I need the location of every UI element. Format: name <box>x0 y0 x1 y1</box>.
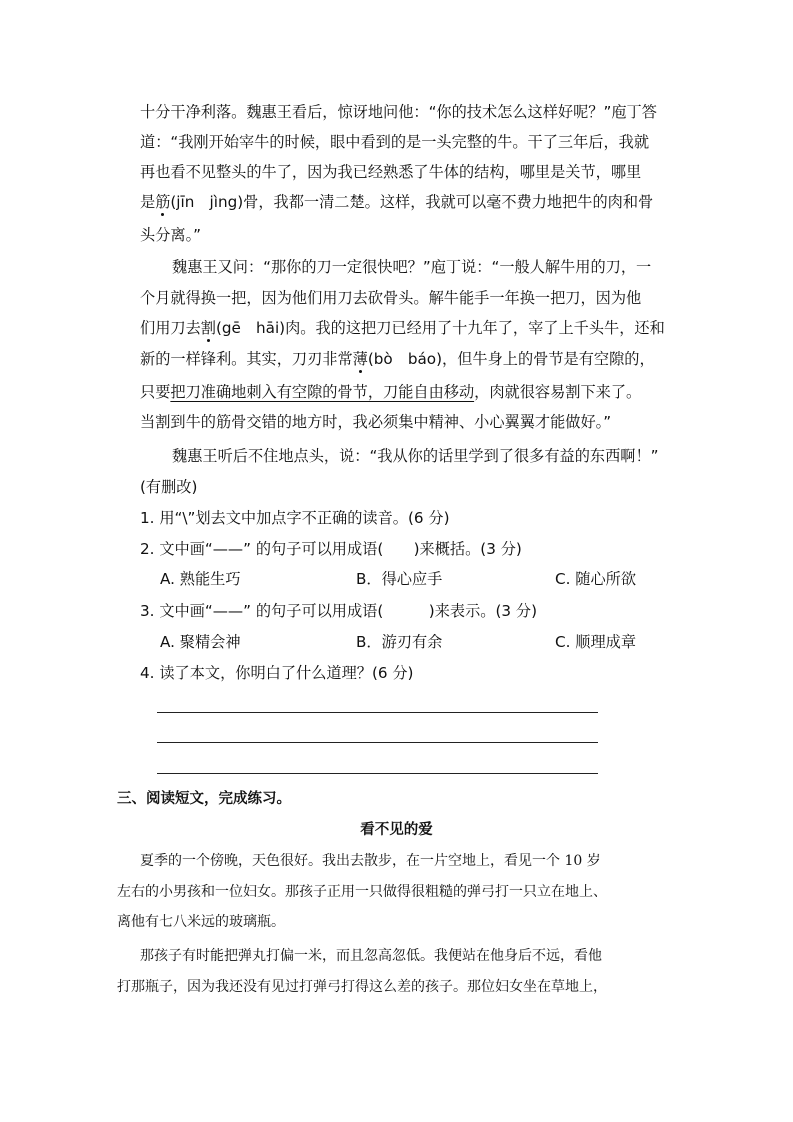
underlined-sentence: 把刀准确地刺入有空隙的骨节，刀能自由移动 <box>170 383 475 401</box>
source-note: (有删改) <box>140 478 198 496</box>
passage-line <box>140 349 655 369</box>
question-2: 2. 文中画“——” 的句子可以用成语( )来概括。(3 分) <box>140 540 522 558</box>
answer-line[interactable] <box>157 773 598 774</box>
answer-line[interactable] <box>157 712 598 713</box>
text-run: 新的一样锋利。其实，刀刃非常 <box>140 350 353 368</box>
dotted-char: 割 <box>200 319 216 337</box>
passage-line: 魏惠王又问：“那你的刀一定很快吧？”庖丁说：“一般人解牛用的刀，一 <box>172 258 652 276</box>
text-run: 是 <box>140 193 156 211</box>
text-run: (bò báo)，但牛身上的骨节是有空隙的， <box>367 350 655 368</box>
question-4: 4. 读了本文，你明白了什么道理？(6 分) <box>140 664 414 682</box>
text-run: 只要 <box>140 383 171 401</box>
text-run: ，肉就很容易割下来了。 <box>474 383 642 401</box>
section-heading: 三、阅读短文，完成练习。 <box>117 791 291 807</box>
question-1: 1. 用“\”划去文中加点字不正确的读音。(6 分) <box>140 509 450 527</box>
passage-line <box>140 382 641 402</box>
passage-title: 看不见的爱 <box>360 822 433 838</box>
option-3c: C. 顺理成章 <box>555 633 637 651</box>
passage-line <box>140 318 665 338</box>
option-2b: B．得心应手 <box>356 570 443 588</box>
passage-line: 当割到牛的筋骨交错的地方时，我必须集中精神、小心翼翼才能做好。” <box>140 413 612 431</box>
passage-line <box>140 192 653 212</box>
passage-line: 夏季的一个傍晚，天色很好。我出去散步，在一片空地上，看见一个 10 岁 <box>140 853 601 869</box>
passage-line: 个月就得换一把，因为他们用刀去砍骨头。解牛能手一年换一把刀，因为他 <box>140 289 642 307</box>
text-run: 们用刀去 <box>140 319 201 337</box>
dotted-char: 筋 <box>155 193 171 211</box>
passage-line: 十分干净利落。魏惠王看后，惊讶地问他：“你的技术怎么这样好呢？”庖丁答 <box>140 103 657 121</box>
option-3a: A. 聚精会神 <box>160 633 241 651</box>
text-run: (jīn jìng)骨，我都一清二楚。这样，我就可以毫不费力地把牛的肉和骨 <box>170 193 654 211</box>
question-3: 3. 文中画“——” 的句子可以用成语( )来表示。(3 分) <box>140 602 538 620</box>
dotted-char: 薄 <box>352 350 368 368</box>
option-3b: B．游刃有余 <box>356 633 443 651</box>
answer-line[interactable] <box>157 742 598 743</box>
passage-line: 左右的小男孩和一位妇女。那孩子正用一只做得很粗糙的弹弓打一只立在地上、 <box>117 884 607 900</box>
passage-line: 打那瓶子，因为我还没有见过打弹弓打得这么差的孩子。那位妇女坐在草地上， <box>117 979 607 995</box>
passage-line: 头分离。” <box>140 226 202 244</box>
passage-line: 那孩子有时能把弹丸打偏一米，而且忽高忽低。我便站在他身后不远，看他 <box>140 948 602 964</box>
text-run: (gē hāi)肉。我的这把刀已经用了十九年了，宰了上千头牛，还和 <box>215 319 665 337</box>
option-2a: A. 熟能生巧 <box>160 570 241 588</box>
option-2c: C. 随心所欲 <box>555 570 637 588</box>
passage-line: 再也看不见整头的牛了，因为我已经熟悉了牛体的结构，哪里是关节，哪里 <box>140 163 642 181</box>
passage-line: 离他有七八米远的玻璃瓶。 <box>117 914 285 930</box>
passage-line: 道：“我刚开始宰牛的时候，眼中看到的是一头完整的牛。干了三年后，我就 <box>140 133 650 151</box>
passage-line: 魏惠王听后不住地点头，说：“我从你的话里学到了很多有益的东西啊！” <box>172 447 659 465</box>
